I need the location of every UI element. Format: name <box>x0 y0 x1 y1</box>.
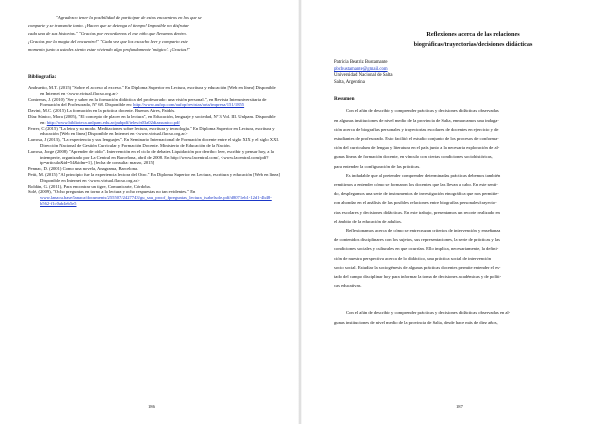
abstract-line: remitirnos a entender cómo se formaron los docentes que las llevan a cabo. En este senti- <box>334 182 498 187</box>
abstract-line: rias escolares y decisiones didácticas. En este trabajo, presentamos un recorte realizado en <box>334 209 500 215</box>
author-email-link[interactable]: pbcbustamante@gmail.com <box>334 66 388 72</box>
reference-item <box>28 189 280 206</box>
abstract-line: estudiantes de profesorado. Esto facilitó el estudio conjunto de los procesos de conforma- <box>334 135 499 141</box>
abstract-line: Con el afán de describir y comprender prácticas y decisiones didácticas observadas <box>346 108 499 114</box>
abstract-line: socio social. Estudiar la sociogénesis de algunas prácticas docentes permite entender el es- <box>334 264 501 270</box>
abstract-line: para entender la configuración de las prácticas. <box>334 163 421 169</box>
bibliography-heading: Bibliografía: <box>28 74 57 80</box>
epigraph-quote <box>28 14 280 54</box>
abstract-line: ción acerca de biografías personales y trayectorias escolares de docentes en ejercicio y de <box>334 126 499 132</box>
body-paragraph <box>334 308 582 326</box>
body-line: Con el afán de describir y comprender prácticas y decisiones didácticas observadas en al- <box>346 310 511 316</box>
reference-item <box>28 149 280 166</box>
abstract-paragraph-1 <box>334 106 582 170</box>
abstract-line: en algunas instituciones de nivel medio de la provincia de Salta, enmarcamos una indaga- <box>334 117 499 123</box>
author-institution: Universidad Nacional de Salta <box>334 73 393 79</box>
abstract-paragraph-2 <box>334 171 582 226</box>
abstract-line: de contenidos disciplinares con los sujetos, sus representaciones, la serie de prácticas y las <box>334 237 500 243</box>
abstract-line: cas educativas. <box>334 283 362 289</box>
author-name: Patricia Beatriz Bustamante <box>334 60 388 65</box>
abstract-heading: Resumen <box>334 96 355 103</box>
author-block <box>334 60 582 86</box>
body-line: gunas instituciones de nivel medio de la provincia de Salta, desde hace más de diez años, <box>334 319 498 325</box>
reference-item <box>28 97 280 109</box>
abstract-line: gunas líneas de formación docente, en vínculo con ciertas condiciones sociohistóricas, <box>334 154 493 160</box>
reference-text: Andruetto, M.T. (2015) "Sobre el acceso al exceso." En Diploma Superior en Lectura, escritura y educación [Web en línea] Disponible en Internet en <www.virtual.flacso.org.ar> <box>28 85 276 96</box>
page-number-right: 187 <box>456 404 463 409</box>
abstract-line: do, desplegamos una serie de instrumentos de investigación etnográfica que nos permitie- <box>334 191 499 197</box>
abstract-line: Es indudable que al pretender comprender determinadas prácticas debemos también <box>346 172 501 178</box>
article-title-line2: biográficas/trayectorias/decisiones didácticas <box>413 41 533 48</box>
reference-link[interactable]: http://www.biblioteca.unlpam.edu.ar/pubpdf/ieles/n03a02diazsunico.pdf <box>46 119 180 125</box>
reference-text: Pennac, D. (2001) Como una novela, Anagrama, Barcelona. <box>28 166 139 172</box>
reference-link[interactable]: www.lanacu.base/lanaca/documents/255507/2427743/gu_sau_proof_fpreguntas_lectura_isabelsole.pdf/d8071eb1-12d1-4b48-b562-f1c0ab4eb5e5 <box>40 195 272 206</box>
right-page <box>300 0 600 424</box>
reference-text: Larrosa, J (2013), "La experiencia y sus lenguajes". En Seminario Internacional de Formación docente entre el siglo XIX y el siglo XXI. Dirección Nacional de Gestión Curricular y Formación Docente. Ministerio de Educación de la Nación. <box>28 137 280 148</box>
right-column <box>334 30 582 327</box>
reference-item <box>28 137 280 149</box>
abstract-paragraph-3 <box>334 226 582 290</box>
quote-line: comparte y se transmite tanto. ¡Hacen que se detenga el tiempo! Imposible no disfrutar <box>28 23 190 28</box>
author-location: Salta, Argentina <box>334 79 365 85</box>
reference-text: Contreras, J. (2010) "Ser y saber en la formación didáctica del profesorado: una visión personal.", en Revista Interuniversitaria de Formación del Profesorado, Nº 68. Disponible en: <box>28 96 267 108</box>
quote-line: momento junto a ustedes siento estar viviendo algo profundamente 'mágico'. ¡Gracias!" <box>28 47 190 52</box>
article-title <box>364 30 582 50</box>
reference-item <box>28 126 280 138</box>
reference-link[interactable]: http://www.aufop.com/aufop/revistas/arta/impresa/151/1855 <box>133 102 245 108</box>
reference-text: Petit, M. (2015) "Al principio fue la experiencia lectora del Otro." En Diploma Superior en Lectura, escritura y educación [Web en línea] Disponible en Internet en <www.virtual.flacso.org.ar> <box>28 171 280 183</box>
quote-line: "Agradezco tener la posibilidad de participar de estos encuentros en los que se <box>56 15 202 20</box>
reference-text: Solé, (2009), "Ocho preguntas en torno a la lectura y ocho respuestas no tan evidentes." En <box>28 189 196 195</box>
abstract-line: condiciones sociales y culturales en que ocurrían. Ello implica, necesariamente, la defini- <box>334 246 499 252</box>
abstract-line: ción del curriculum de lengua y literatura en el país junto a la necesaria exploración de al- <box>334 145 500 151</box>
abstract-line: Reflexionamos acerca de cómo se entrecruzan criterios de intervención y enseñanza <box>346 228 501 234</box>
reference-text: Larrosa, Jorge (2008) "Aprender de oído". Intervención en el ciclo de debates Liquidación por derribo: leer, escribir y pensar hoy, a la intemperie, organizado por La Central en Barcelona, abril de 2008. En http://www.lacentral.com/, <www.lacentral.com/pdf?tp=articulo&id=54&idm=1], [fecha de consulta: marzo, 2015] <box>28 148 274 166</box>
reference-item <box>28 172 280 184</box>
reference-item <box>28 85 280 97</box>
abstract-line: tado del campo disciplinar hoy para informar la toma de decisiones académicas y de políti- <box>334 274 502 280</box>
quote-line: cada una de sus historias." "Gracias por recordarnos el ese niño que llevamos dentro. <box>28 31 187 36</box>
article-title-line1: Reflexiones acerca de las relaciones <box>426 31 520 38</box>
quote-line: ¡Gracias por la magia del encuentro!" "Cada vez que los escucho leer y comparto este <box>28 39 188 44</box>
reference-text: Davini, M.C. (2015) La formación en la práctica docente. Buenos Aires, Paidós. <box>28 108 176 114</box>
page-number-left: 186 <box>148 404 155 409</box>
reference-text: Ferrer, C (2015) "La letra y su modo. Meditaciones sobre lectura, escritura y tecnología." En Diploma Superior en Lectura, escritura y educación [Web en línea] Disponible en Internet en <www.virtual.flacso.org.ar> <box>28 125 275 137</box>
left-column <box>28 14 280 207</box>
reference-text: Roldán, G. (2011), Para encontrar un tigre, Comunicarte, Córdoba. <box>28 183 151 189</box>
reference-list <box>28 85 280 207</box>
reference-text: Díaz Súnico, Mora (2005), "El concepto de placer en la lectura", en Educación, lenguaje y sociedad, Nº 3 Vol. III. Unlpam. Disponible en: <box>28 113 276 125</box>
abstract-line: ción de nuestra perspectiva acerca de lo didáctico, una práctica social de intervención <box>334 255 492 261</box>
abstract-line: ron ahondar en el análisis de las posibles relaciones entre biografías personales/trayecto- <box>334 200 497 206</box>
abstract-line: el ámbito de la educación de adultos. <box>334 218 402 224</box>
reference-item <box>28 114 280 126</box>
